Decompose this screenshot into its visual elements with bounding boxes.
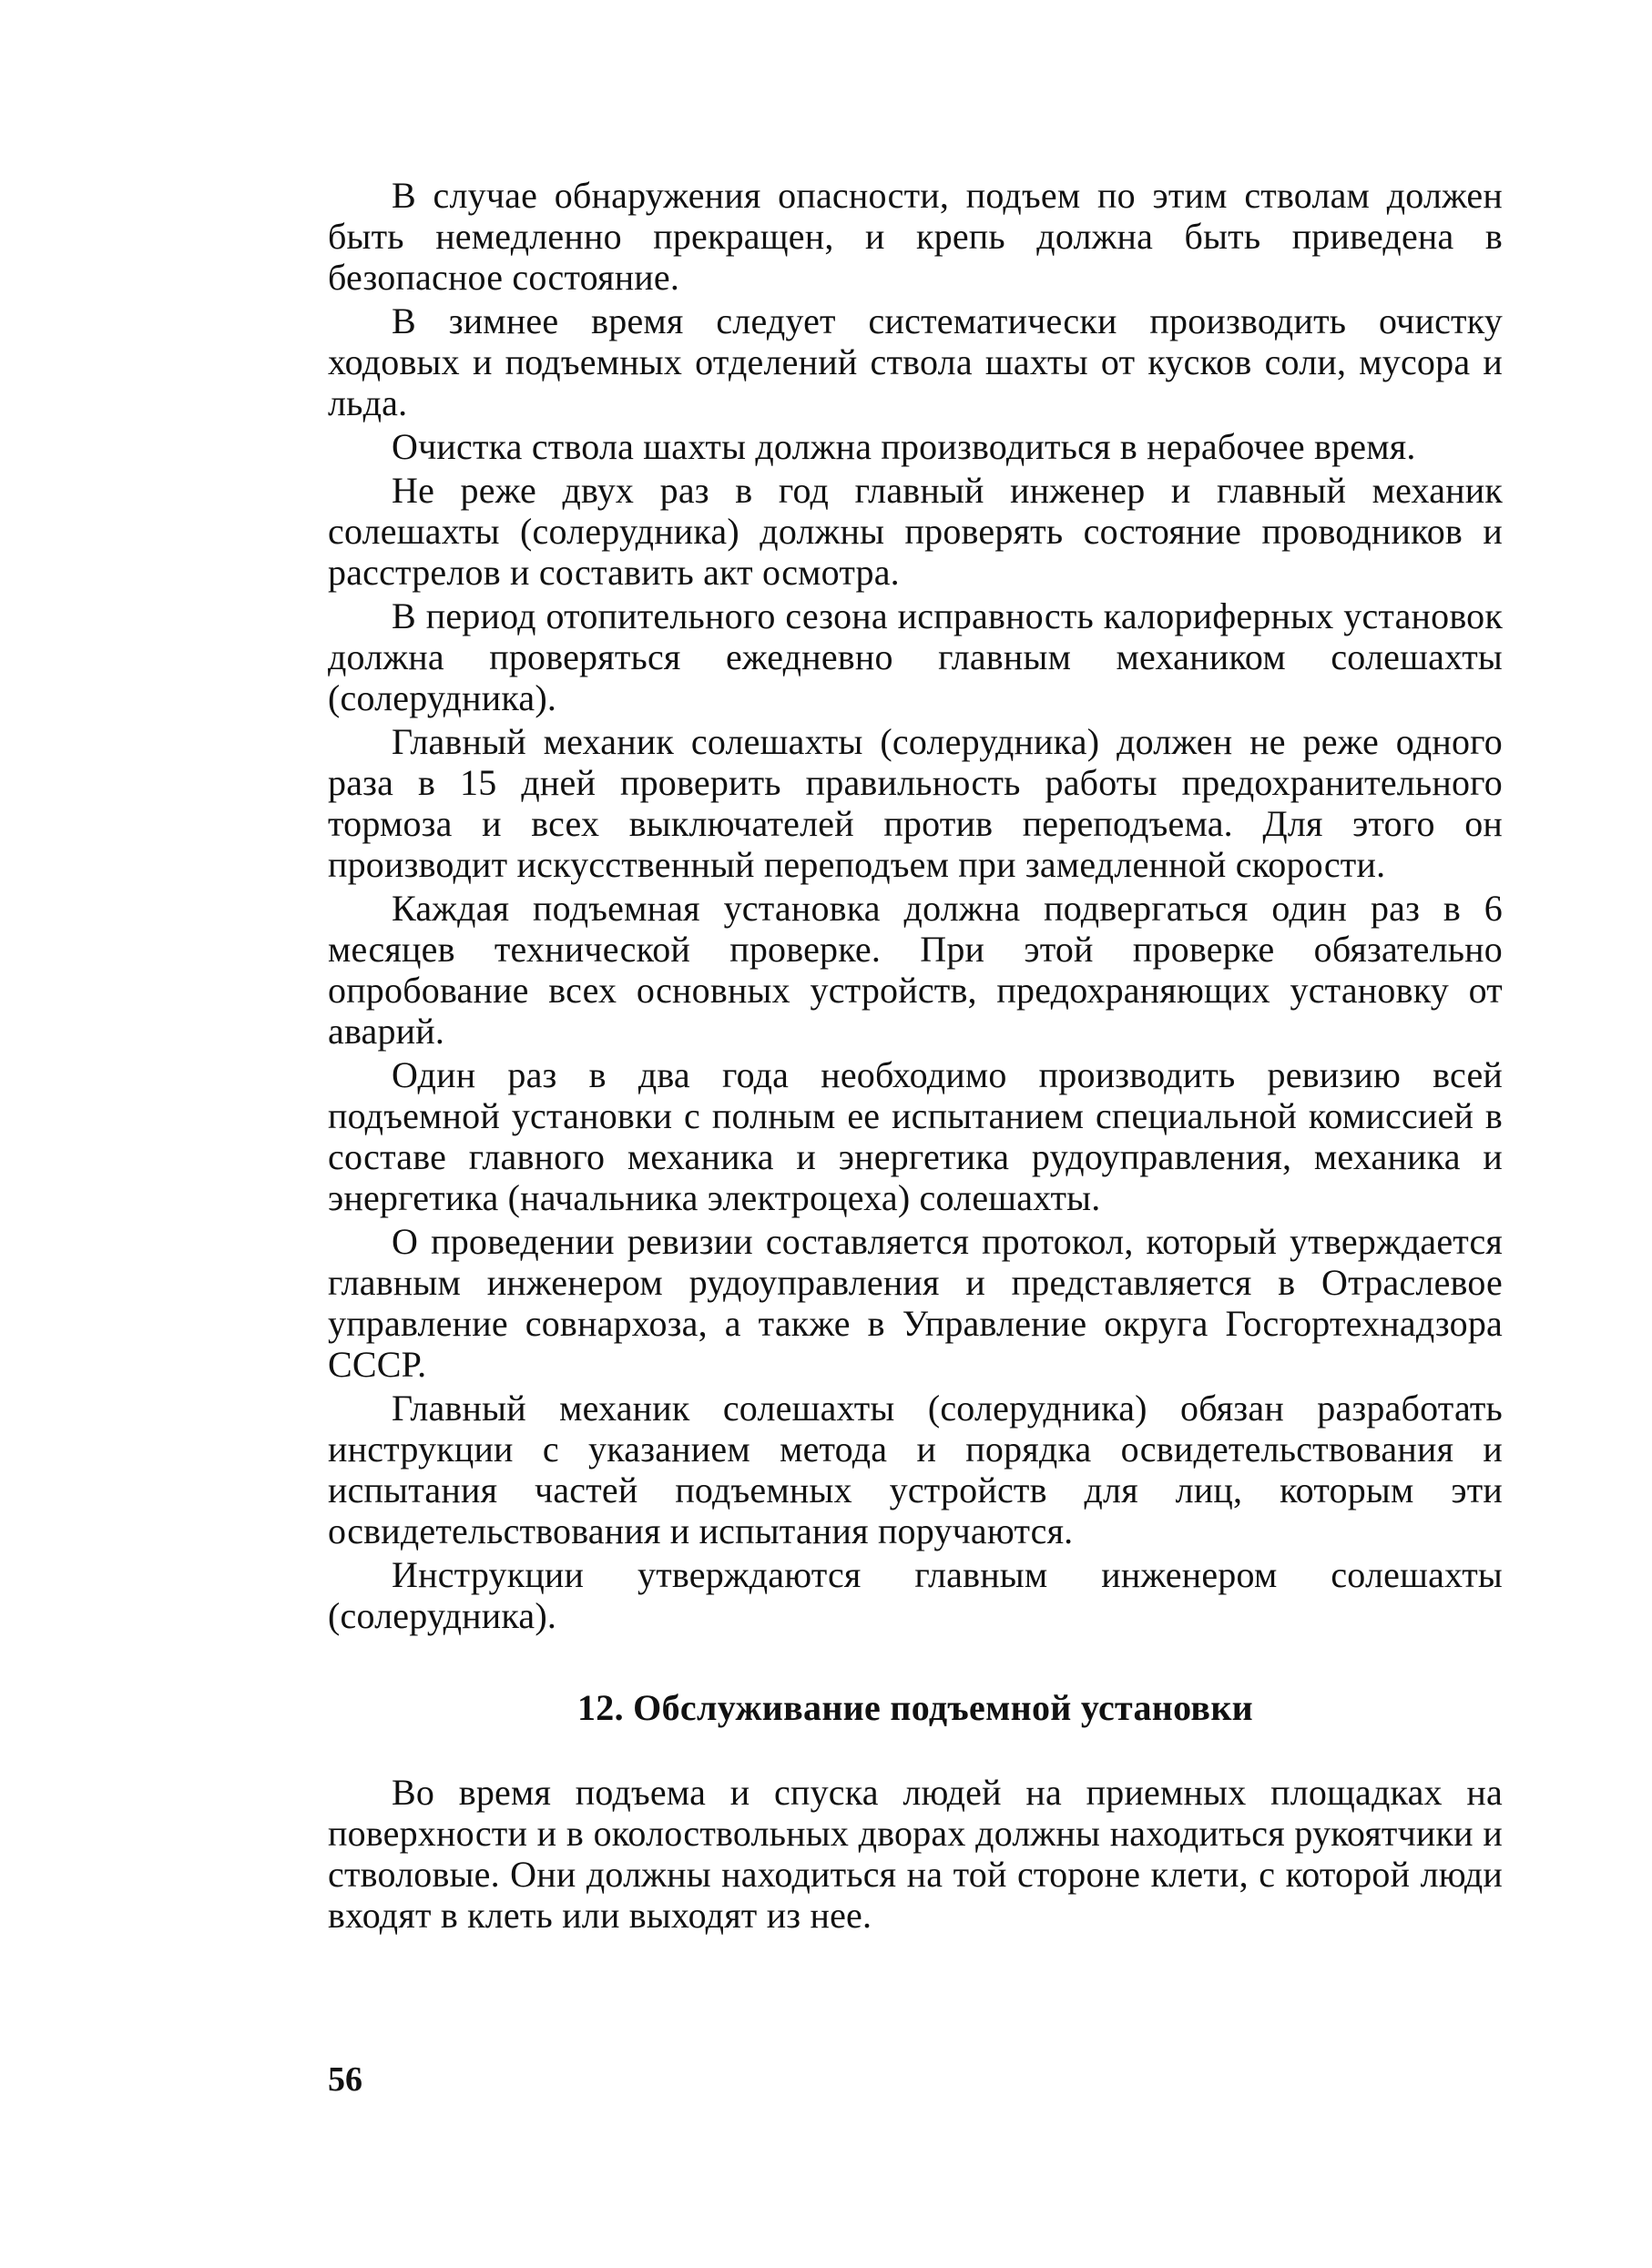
paragraph-3: Очистка ствола шахты должна производиться в нерабочее время. [392, 426, 1416, 467]
paragraph-11: Инструкции утверждаются главным инженером солешахты (солерудника). [328, 1554, 1503, 1636]
paragraph-4: Не реже двух раз в год главный инженер и главный механик солешахты (солерудника) должны проверять состояние проводников и расстрелов и составить акт осмотра. [328, 470, 1503, 593]
document-page [328, 175, 1503, 1936]
section-paragraph-1: Во время подъема и спуска людей на приемных площадках на поверхности и в околоствольных дворах должны находиться рукоятчики и стволовые. Они должны находиться на той стороне клети, с которой люди входят в клеть или выходят из нее. [328, 1772, 1503, 1936]
section-heading: 12. Обслуживание подъемной установки [576, 1687, 1254, 1728]
paragraph-8: Один раз в два года необходимо производить ревизию всей подъемной установки с полным ее испытанием специальной комиссией в составе главного механика и энергетика рудоуправления, механика и энергетика (начальника электроцеха) солешахты. [328, 1054, 1503, 1218]
page-number: 56 [328, 2060, 362, 2099]
paragraph-6: Главный механик солешахты (солерудника) должен не реже одного раза в 15 дней проверить правильность работы предохранительного тормоза и всех выключателей против переподъема. Для этого он производит искусственный переподъем при замедленной скорости. [328, 721, 1503, 885]
paragraph-10: Главный механик солешахты (солерудника) обязан разработать инструкции с указанием метода и порядка освидетельствования и испытания частей подъемных устройств для лиц, которым эти освидетельствования и испытания поручаются. [328, 1388, 1503, 1551]
paragraph-7: Каждая подъемная установка должна подвергаться один раз в 6 месяцев технической проверке. При этой проверке обязательно опробование всех основных устройств, предохраняющих установку от аварий. [328, 888, 1503, 1052]
paragraph-2: В зимнее время следует систематически производить очистку ходовых и подъемных отделений ствола шахты от кусков соли, мусора и льда. [328, 300, 1503, 423]
paragraph-1: В случае обнаружения опасности, подъем по этим стволам должен быть немедленно прекращен, и крепь должна быть приведена в безопасное состояние. [328, 175, 1503, 298]
paragraph-9: О проведении ревизии составляется протокол, который утверждается главным инженером рудоуправления и представляется в Отраслевое управление совнархоза, а также в Управление округа Госгортехнадзора СССР. [328, 1221, 1503, 1385]
paragraph-5: В период отопительного сезона исправность калориферных установок должна проверяться ежедневно главным механиком солешахты (солерудника). [328, 595, 1503, 718]
